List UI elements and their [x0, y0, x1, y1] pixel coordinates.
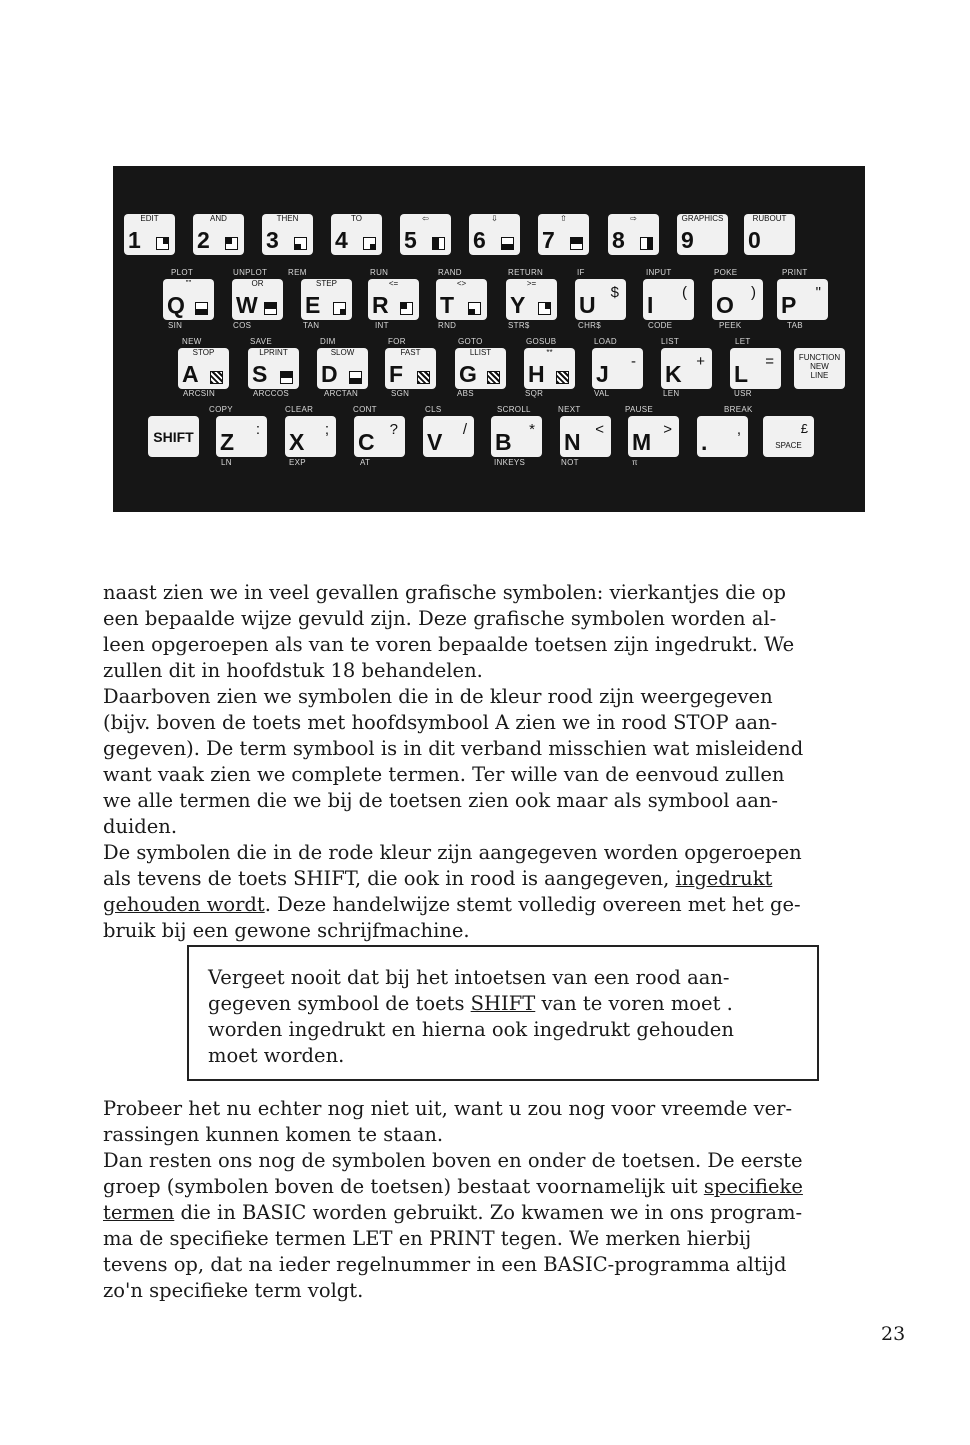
keyword-above: CLS — [425, 405, 442, 414]
keyword-above: SAVE — [250, 337, 272, 346]
keyword-above: REM — [288, 268, 307, 277]
key-letter: C — [358, 429, 375, 455]
graphic-symbol-icon — [280, 371, 293, 384]
key-function[interactable] — [794, 348, 845, 389]
key-6[interactable] — [469, 214, 520, 255]
graphic-symbol-icon — [264, 302, 277, 315]
keyword-above: UNPLOT — [233, 268, 268, 277]
paragraph-graphic-symbols — [103, 580, 893, 840]
graphic-symbol-icon — [487, 371, 500, 384]
note-text — [208, 965, 808, 1069]
key-symbol: ; — [324, 421, 329, 438]
key-shift[interactable] — [148, 416, 199, 457]
text-line: naast zien we in veel gevallen grafische symbolen: vierkantjes die op — [103, 581, 786, 604]
key-symbol: - — [631, 353, 636, 370]
key-4[interactable] — [331, 214, 382, 255]
graphic-symbol-icon — [417, 371, 430, 384]
key-letter: B — [495, 429, 512, 455]
keyword-below: TAB — [787, 321, 803, 330]
text-line: . Deze handelwijze stemt volledig overeen met het ge- — [264, 893, 801, 916]
pound-sign: £ — [800, 421, 808, 436]
key-red-label: EDIT — [140, 214, 159, 223]
text-line: zullen dit in hoofdstuk 18 behandelen. — [103, 659, 483, 682]
key-v[interactable] — [423, 416, 474, 457]
keyword-above: LOAD — [594, 337, 617, 346]
key-letter: . — [701, 429, 708, 455]
key-red-label: ⇨ — [630, 214, 637, 223]
text-line: ma de specifieke termen LET en PRINT tegen. We merken hierbij — [103, 1227, 752, 1250]
key-symbol: * — [529, 421, 535, 438]
key-letter: X — [289, 429, 305, 455]
key-red-label: LPRINT — [259, 348, 288, 357]
key-7[interactable] — [538, 214, 589, 255]
key-letter: I — [647, 292, 654, 318]
key-m[interactable] — [628, 416, 679, 457]
key-red-label: >= — [526, 279, 537, 288]
keyword-above: LET — [735, 337, 751, 346]
underlined-term: termen — [103, 1201, 175, 1224]
key-red-label: LLIST — [469, 348, 492, 357]
graphic-symbol-icon — [210, 371, 223, 384]
keyword-above: GOSUB — [526, 337, 557, 346]
key-letter: R — [372, 292, 389, 318]
text-line: duiden. — [103, 815, 178, 838]
key-h[interactable] — [524, 348, 575, 389]
key-letter: F — [389, 361, 404, 387]
keyword-below: INT — [375, 321, 389, 330]
key-letter: 4 — [335, 227, 348, 253]
key-j[interactable] — [592, 348, 643, 389]
keyword-below: LN — [221, 458, 232, 467]
key-c[interactable] — [354, 416, 405, 457]
key-symbol: > — [663, 421, 672, 438]
underlined-term: specifieke — [703, 1175, 803, 1198]
graphic-symbol-icon — [570, 237, 583, 250]
graphic-symbol-icon — [195, 302, 208, 315]
key-symbol: : — [255, 421, 260, 438]
keyword-above: PLOT — [171, 268, 194, 277]
text-line: Daarboven zien we symbolen die in de kleur rood zijn weergegeven — [103, 685, 773, 708]
key-label: SPACE — [775, 441, 802, 451]
key-letter: H — [528, 361, 545, 387]
key-b[interactable] — [491, 416, 542, 457]
graphic-symbol-icon — [349, 371, 362, 384]
text-line: De symbolen die in de rode kleur zijn aangegeven worden opgeroepen — [103, 841, 802, 864]
keyword-above: NEW — [182, 337, 202, 346]
key-d[interactable] — [317, 348, 368, 389]
key-red-label: SLOW — [330, 348, 355, 357]
key-letter: O — [716, 292, 734, 318]
page-number: 23 — [881, 1323, 906, 1345]
keyword-below: SQR — [525, 389, 544, 398]
keyword-above: BREAK — [724, 405, 753, 414]
key-period[interactable] — [697, 416, 748, 457]
text-line: een bepaalde wijze gevuld zijn. Deze grafische symbolen worden al- — [103, 607, 777, 630]
text-line: als tevens de toets SHIFT, die ook in rood is aangegeven, — [103, 867, 676, 890]
key-red-label: <> — [456, 279, 467, 288]
keyword-above: POKE — [714, 268, 738, 277]
key-red-label: AND — [210, 214, 227, 223]
key-letter: T — [440, 292, 455, 318]
key-symbol: ( — [682, 284, 687, 301]
key-n[interactable] — [560, 416, 611, 457]
keyword-below: COS — [233, 321, 252, 330]
key-y[interactable] — [506, 279, 557, 320]
underlined-term: SHIFT — [470, 992, 536, 1015]
key-red-label: THEN — [276, 214, 299, 223]
key-r[interactable] — [368, 279, 419, 320]
key-symbol: , — [736, 421, 741, 438]
key-red-label: STOP — [192, 348, 215, 357]
keyword-above: FOR — [388, 337, 406, 346]
paragraph-shift-key — [103, 840, 893, 944]
keyword-above: PRINT — [782, 268, 808, 277]
keyword-above: DIM — [320, 337, 336, 346]
keyword-below: ARCSIN — [183, 389, 216, 398]
keyword-below: CODE — [648, 321, 673, 330]
text-line: gegeven). De term symbool is in dit verband misschien wat misleidend — [103, 737, 804, 760]
key-x[interactable] — [285, 416, 336, 457]
key-letter: J — [596, 361, 609, 387]
key-q[interactable] — [163, 279, 214, 320]
key-k[interactable] — [661, 348, 712, 389]
keyword-above: RAND — [438, 268, 462, 277]
keyword-above: CONT — [353, 405, 377, 414]
paragraph-specific-terms — [103, 1096, 893, 1304]
keyword-above: RUN — [370, 268, 389, 277]
key-letter: 2 — [197, 227, 210, 253]
keyword-below: SIN — [168, 321, 183, 330]
key-l[interactable] — [730, 348, 781, 389]
text-line: we alle termen die we bij de toetsen zien ook maar als symbool aan- — [103, 789, 779, 812]
text-line: van te voren moet . — [535, 992, 733, 1015]
key-z[interactable] — [216, 416, 267, 457]
keyword-below: USR — [734, 389, 752, 398]
keyboard-diagram — [113, 166, 865, 512]
keyword-below: PEEK — [719, 321, 742, 330]
key-letter: 3 — [266, 227, 279, 253]
underlined-term: ingedrukt — [675, 867, 773, 890]
key-i[interactable] — [643, 279, 694, 320]
keyword-below: CHR$ — [578, 321, 601, 330]
text-line: want vaak zien we complete termen. Ter wille van de eenvoud zullen — [103, 763, 785, 786]
key-letter: K — [665, 361, 682, 387]
note-box — [187, 945, 819, 1081]
keyword-below: AT — [360, 458, 371, 467]
key-letter: G — [459, 361, 477, 387]
keyword-below: ABS — [457, 389, 474, 398]
graphic-symbol-icon — [400, 302, 413, 315]
text-line: groep (symbolen boven de toetsen) bestaat voornamelijk uit — [103, 1175, 704, 1198]
key-letter: 9 — [681, 227, 694, 253]
keyword-below: VAL — [594, 389, 610, 398]
key-symbol: < — [595, 421, 604, 438]
keyword-below: INKEYS — [494, 458, 526, 467]
key-8[interactable] — [608, 214, 659, 255]
key-letter: E — [305, 292, 321, 318]
key-symbol: = — [765, 353, 774, 370]
keyword-above: CLEAR — [285, 405, 314, 414]
key-letter: M — [632, 429, 652, 455]
text-line: worden ingedrukt en hierna ook ingedrukt gehouden — [208, 1018, 734, 1041]
key-2[interactable] — [193, 214, 244, 255]
keyword-below: ARCCOS — [253, 389, 290, 398]
key-t[interactable] — [436, 279, 487, 320]
key-red-label: OR — [251, 279, 264, 288]
key-letter: A — [182, 361, 199, 387]
key-red-label: "" — [185, 279, 192, 288]
key-letter: V — [427, 429, 443, 455]
graphic-symbol-icon — [156, 237, 169, 250]
keyword-below: TAN — [303, 321, 320, 330]
keyword-below: LEN — [663, 389, 680, 398]
graphic-symbol-icon — [556, 371, 569, 384]
text-line: Probeer het nu echter nog niet uit, want u zou nog voor vreemde ver- — [103, 1097, 793, 1120]
graphic-symbol-icon — [363, 237, 376, 250]
text-line: (bijv. boven de toets met hoofdsymbool A zien we in rood STOP aan- — [103, 711, 778, 734]
key-w[interactable] — [232, 279, 283, 320]
keyword-above: GOTO — [458, 337, 483, 346]
key-u[interactable] — [575, 279, 626, 320]
keyword-above: NEXT — [558, 405, 581, 414]
key-red-label: <= — [388, 279, 399, 288]
keyword-below: π — [632, 458, 638, 467]
keyword-above: RETURN — [508, 268, 544, 277]
key-red-label: ⇩ — [491, 214, 498, 223]
key-letter: 8 — [612, 227, 625, 253]
text-line: bruik bij een gewone schrijfmachine. — [103, 919, 470, 942]
key-letter: 7 — [542, 227, 555, 253]
graphic-symbol-icon — [640, 237, 653, 250]
text-line: gegeven symbool de toets — [208, 992, 471, 1015]
key-letter: N — [564, 429, 581, 455]
key-label: SHIFT — [153, 429, 194, 445]
keyword-below: NOT — [561, 458, 579, 467]
key-o[interactable] — [712, 279, 763, 320]
keyword-below: EXP — [289, 458, 306, 467]
keyword-below: SGN — [391, 389, 410, 398]
key-p[interactable] — [777, 279, 828, 320]
key-letter: S — [252, 361, 268, 387]
key-red-label: ⇧ — [560, 214, 567, 223]
key-letter: L — [734, 361, 749, 387]
graphic-symbol-icon — [501, 237, 514, 250]
key-label: FUNCTION NEW LINE — [798, 353, 841, 380]
key-letter: P — [781, 292, 797, 318]
keyword-below: RND — [438, 321, 457, 330]
key-0[interactable] — [744, 214, 795, 255]
graphic-symbol-icon — [294, 237, 307, 250]
key-3[interactable] — [262, 214, 313, 255]
key-letter: 6 — [473, 227, 486, 253]
text-line: zo'n specifieke term volgt. — [103, 1279, 364, 1302]
graphic-symbol-icon — [333, 302, 346, 315]
key-letter: D — [321, 361, 338, 387]
keyword-above: LIST — [661, 337, 680, 346]
key-symbol: ) — [751, 284, 756, 301]
key-red-label: TO — [351, 214, 362, 223]
key-s[interactable] — [248, 348, 299, 389]
key-letter: U — [579, 292, 596, 318]
keyword-above: SCROLL — [497, 405, 531, 414]
text-line: rassingen kunnen komen te staan. — [103, 1123, 444, 1146]
keyword-above: PAUSE — [625, 405, 654, 414]
key-red-label: FAST — [400, 348, 421, 357]
key-symbol: $ — [610, 284, 619, 301]
key-a[interactable] — [178, 348, 229, 389]
text-line: leen opgeroepen als van te voren bepaalde toetsen zijn ingedrukt. We — [103, 633, 795, 656]
key-letter: 0 — [748, 227, 761, 253]
key-letter: Q — [167, 292, 185, 318]
text-line: moet worden. — [208, 1044, 345, 1067]
key-red-label: GRAPHICS — [681, 214, 724, 223]
key-red-label: ** — [546, 348, 553, 357]
key-letter: Z — [220, 429, 235, 455]
keyword-above: COPY — [209, 405, 233, 414]
key-symbol: + — [696, 353, 705, 370]
keyword-above: INPUT — [646, 268, 672, 277]
graphic-symbol-icon — [432, 237, 445, 250]
text-line: Vergeet nooit dat bij het intoetsen van een rood aan- — [208, 966, 730, 989]
key-letter: W — [236, 292, 258, 318]
graphic-symbol-icon — [225, 237, 238, 250]
key-red-label: RUBOUT — [752, 214, 787, 223]
key-9[interactable] — [677, 214, 728, 255]
keyword-below: ARCTAN — [324, 389, 359, 398]
key-red-label: ⇦ — [422, 214, 429, 223]
key-space[interactable] — [763, 416, 814, 457]
key-red-label: STEP — [316, 279, 337, 288]
key-1[interactable] — [124, 214, 175, 255]
text-line: die in BASIC worden gebruikt. Zo kwamen we in ons program- — [174, 1201, 803, 1224]
key-letter: 5 — [404, 227, 417, 253]
text-line: Dan resten ons nog de symbolen boven en onder de toetsen. De eerste — [103, 1149, 803, 1172]
key-symbol: / — [462, 421, 467, 438]
text-line: tevens op, dat na ieder regelnummer in een BASIC-programma altijd — [103, 1253, 787, 1276]
key-f[interactable] — [385, 348, 436, 389]
key-letter: 1 — [128, 227, 141, 253]
graphic-symbol-icon — [538, 302, 551, 315]
key-g[interactable] — [455, 348, 506, 389]
key-e[interactable] — [301, 279, 352, 320]
key-5[interactable] — [400, 214, 451, 255]
underlined-term: gehouden wordt — [103, 893, 265, 916]
key-symbol: ? — [389, 421, 398, 438]
graphic-symbol-icon — [468, 302, 481, 315]
key-letter: Y — [510, 292, 526, 318]
keyword-below: STR$ — [508, 321, 530, 330]
key-symbol: " — [815, 284, 821, 301]
keyword-above: IF — [577, 268, 585, 277]
